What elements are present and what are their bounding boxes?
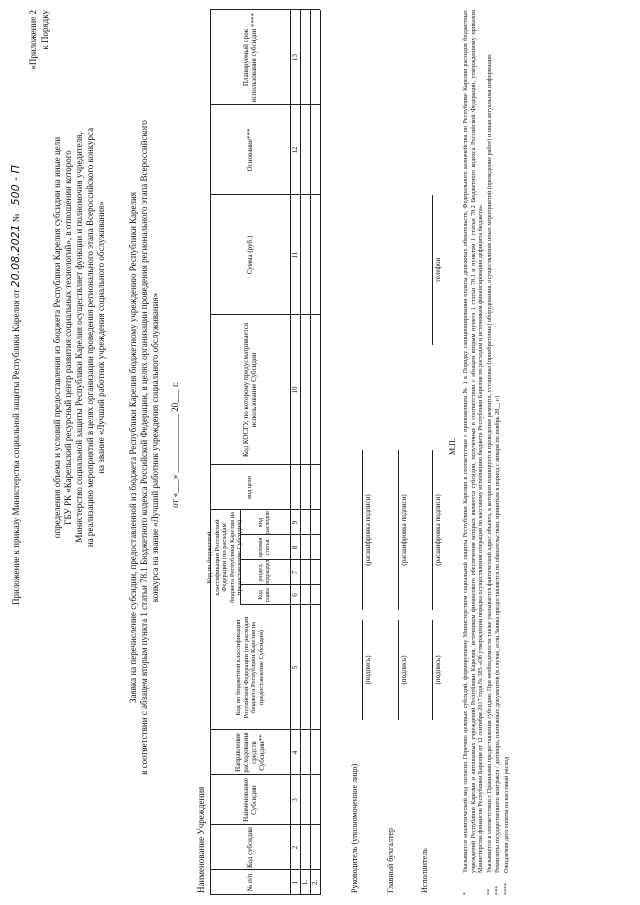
order-prefix: Приложение к приказу Министерства социальной защиты Республики Карелия от — [11, 289, 21, 605]
col-number: 13 — [291, 54, 299, 61]
col-number: 6 — [291, 593, 299, 597]
col-number: 9 — [291, 520, 299, 525]
head-name-caption: (расшифровка подписи) — [364, 494, 372, 566]
col-number: 11 — [291, 251, 299, 259]
col-header-kosgu: Код КОСГУ, по которому предусматривается использование Субсидии — [242, 322, 258, 458]
footnote-mark: * — [462, 891, 469, 895]
request-title-line: Заявка на перечисление субсидии, предоставленной из бюджета Республики Карелия бюджетному учреждению Республики Карелия — [128, 192, 138, 704]
col-header-direction: Направление расходования средств Субсидии** — [234, 732, 266, 773]
footnote — [503, 10, 511, 895]
executor-label: Исполнитель — [420, 848, 429, 893]
chief-accountant-label: Главный бухгалтер — [386, 828, 395, 893]
executor-sign-caption: (подпись) — [434, 655, 442, 685]
order-date: 20.08.2021 — [9, 224, 22, 288]
chief-sign-caption: (подпись) — [400, 655, 408, 685]
col-number: 7 — [291, 570, 299, 575]
appendix-title-line: на звание «Лучший работник учреждения социального обслуживания» — [96, 201, 106, 474]
footnote — [486, 10, 494, 895]
request-title-line: конкурса на звание «Лучший работник учреждения социального обслуживания» — [150, 292, 160, 603]
head-sign-caption: (подпись) — [364, 655, 372, 685]
chief-name-caption: (расшифровка подписи) — [400, 494, 408, 566]
col-header-code: Код субсидии — [246, 827, 254, 868]
footnote-text: Указывается в соответствии с Правилами предоставления субсидии. При необходимости также указывается фактический адрес объекта, в котором планируется проведение ремонта, установка (приобретение) оборудования, осуществление иных мероприятий (проведение работ) и иная актуальная информация. — [485, 53, 493, 873]
table-row-number: 2. — [311, 879, 319, 886]
appendix-title-line: на реализацию мероприятий в целях организации проведения регионального этапа Всероссийского конкурса — [85, 127, 95, 548]
footnote-mark: **** — [502, 882, 510, 895]
footnotes — [462, 10, 512, 895]
col-header-sum: Сумма (руб.) — [246, 235, 254, 275]
col-header-budget-code: Код по бюджетной классификации Российской Федерации (по расходам бюджета Республики Карелия на предоставление Субсидии) — [235, 616, 265, 719]
appendix-title-line: определения объема и условий предоставления из бюджета Республики Карелия субсидии на иные цели — [52, 136, 62, 539]
head-signature-label: Руководитель (уполномоченное лицо) — [350, 763, 359, 893]
footnote-mark: *** — [494, 885, 502, 895]
col-number: 12 — [291, 146, 299, 154]
appendix-title-line: Министерство социальной защиты Республики Карелия осуществляет функции и полномочия учредителя, — [74, 132, 84, 543]
col-number: 3 — [291, 798, 299, 802]
col-number: 5 — [291, 665, 299, 670]
col-header-planned-date: Планируемый срок использования субсидии **** — [242, 12, 258, 103]
col-number: 8 — [291, 545, 299, 550]
request-date-line: от «___» _____________ 20___ г. — [170, 382, 180, 508]
request-title-line: в соответствии с абзацем вторым пункта 1 статьи 78.1 Бюджетного кодекса Российской Федерации, в целях организации проведения регионального этапа Всероссийского — [139, 120, 149, 775]
col-number: 1 — [291, 880, 299, 885]
footnote-mark: ** — [485, 888, 493, 895]
footnote — [494, 10, 502, 895]
col-header-chapter: Код главы — [258, 587, 271, 603]
footnote-text: Реквизиты государственного контракта / договора, платежных документов (в случае, если Заявка предоставляется по обязательствам, принятым в период с января по ноябрь 20__ г.) — [494, 395, 502, 873]
executor-name-caption: (расшифровка подписи) — [434, 494, 442, 566]
institution-label: Наименование Учреждения — [196, 786, 206, 893]
col-number: 4 — [291, 750, 299, 755]
col-header-section: раздел, подраздел — [258, 559, 271, 586]
footnote — [462, 10, 485, 895]
footnote-text: Указывается аналитический код согласно Перечню целевых субсидий, формируемому Министерством социальной защиты Республики Карелия в соответствии с приложением № 1 к Порядку санкционирования оплаты денежных обязательств, Федерального казначейства по Республике Карелия расходов бюджетных учреждений Республики Карелия и автономных учреждений Республики Карелия, источником финансового обеспечения которых являются субсидии, полученные в соответствии с абзацем вторым пункта 1 статьи 78.1 и пунктом 1 статьи 78.2 Бюджетного кодекса Российской Федерации, утвержденному приказом Министерства финансов Республики Карелия от 12 сентября 2017 года № 385 «Об утверждении порядка осуществления операций по кассовому исполнению бюджета Республики Карелия по расходам и источникам финансирования дефицита бюджета». — [462, 10, 485, 873]
col-header-budget-code-detail: Код по бюджетной классификации Российской Федерации (по расходам бюджета Республики Карелия на предоставление Субсидии) — [206, 511, 244, 604]
appendix-label: «Приложение 2 — [28, 10, 38, 70]
order-number: 500 - П — [9, 165, 22, 206]
col-header-target-item: целевая статья — [258, 537, 271, 558]
col-number: 2 — [291, 845, 299, 850]
col-number: 10 — [291, 386, 299, 394]
order-number-label: № — [11, 213, 21, 223]
col-header-basis: Основание*** — [246, 128, 254, 172]
stamp-mark: М.П. — [448, 438, 457, 455]
appendix-ref: к Порядку — [40, 10, 50, 50]
table-row-number: 1. — [301, 879, 309, 886]
col-header-num: № п/п — [246, 873, 254, 892]
appendix-title-line: ГБУ РК «Карельский ресурсный центр развития социальных технологий», в отношении которого — [63, 150, 73, 525]
executor-phone-caption: телефон — [434, 257, 442, 283]
footnote-text: Ожидаемая дата оплаты на кассовый расход — [502, 756, 510, 873]
col-header-expense-type: вид расходов — [258, 511, 271, 534]
col-header-purpose-type: вид цели — [246, 476, 253, 499]
col-header-name: Наименование Субсидии — [242, 778, 258, 822]
